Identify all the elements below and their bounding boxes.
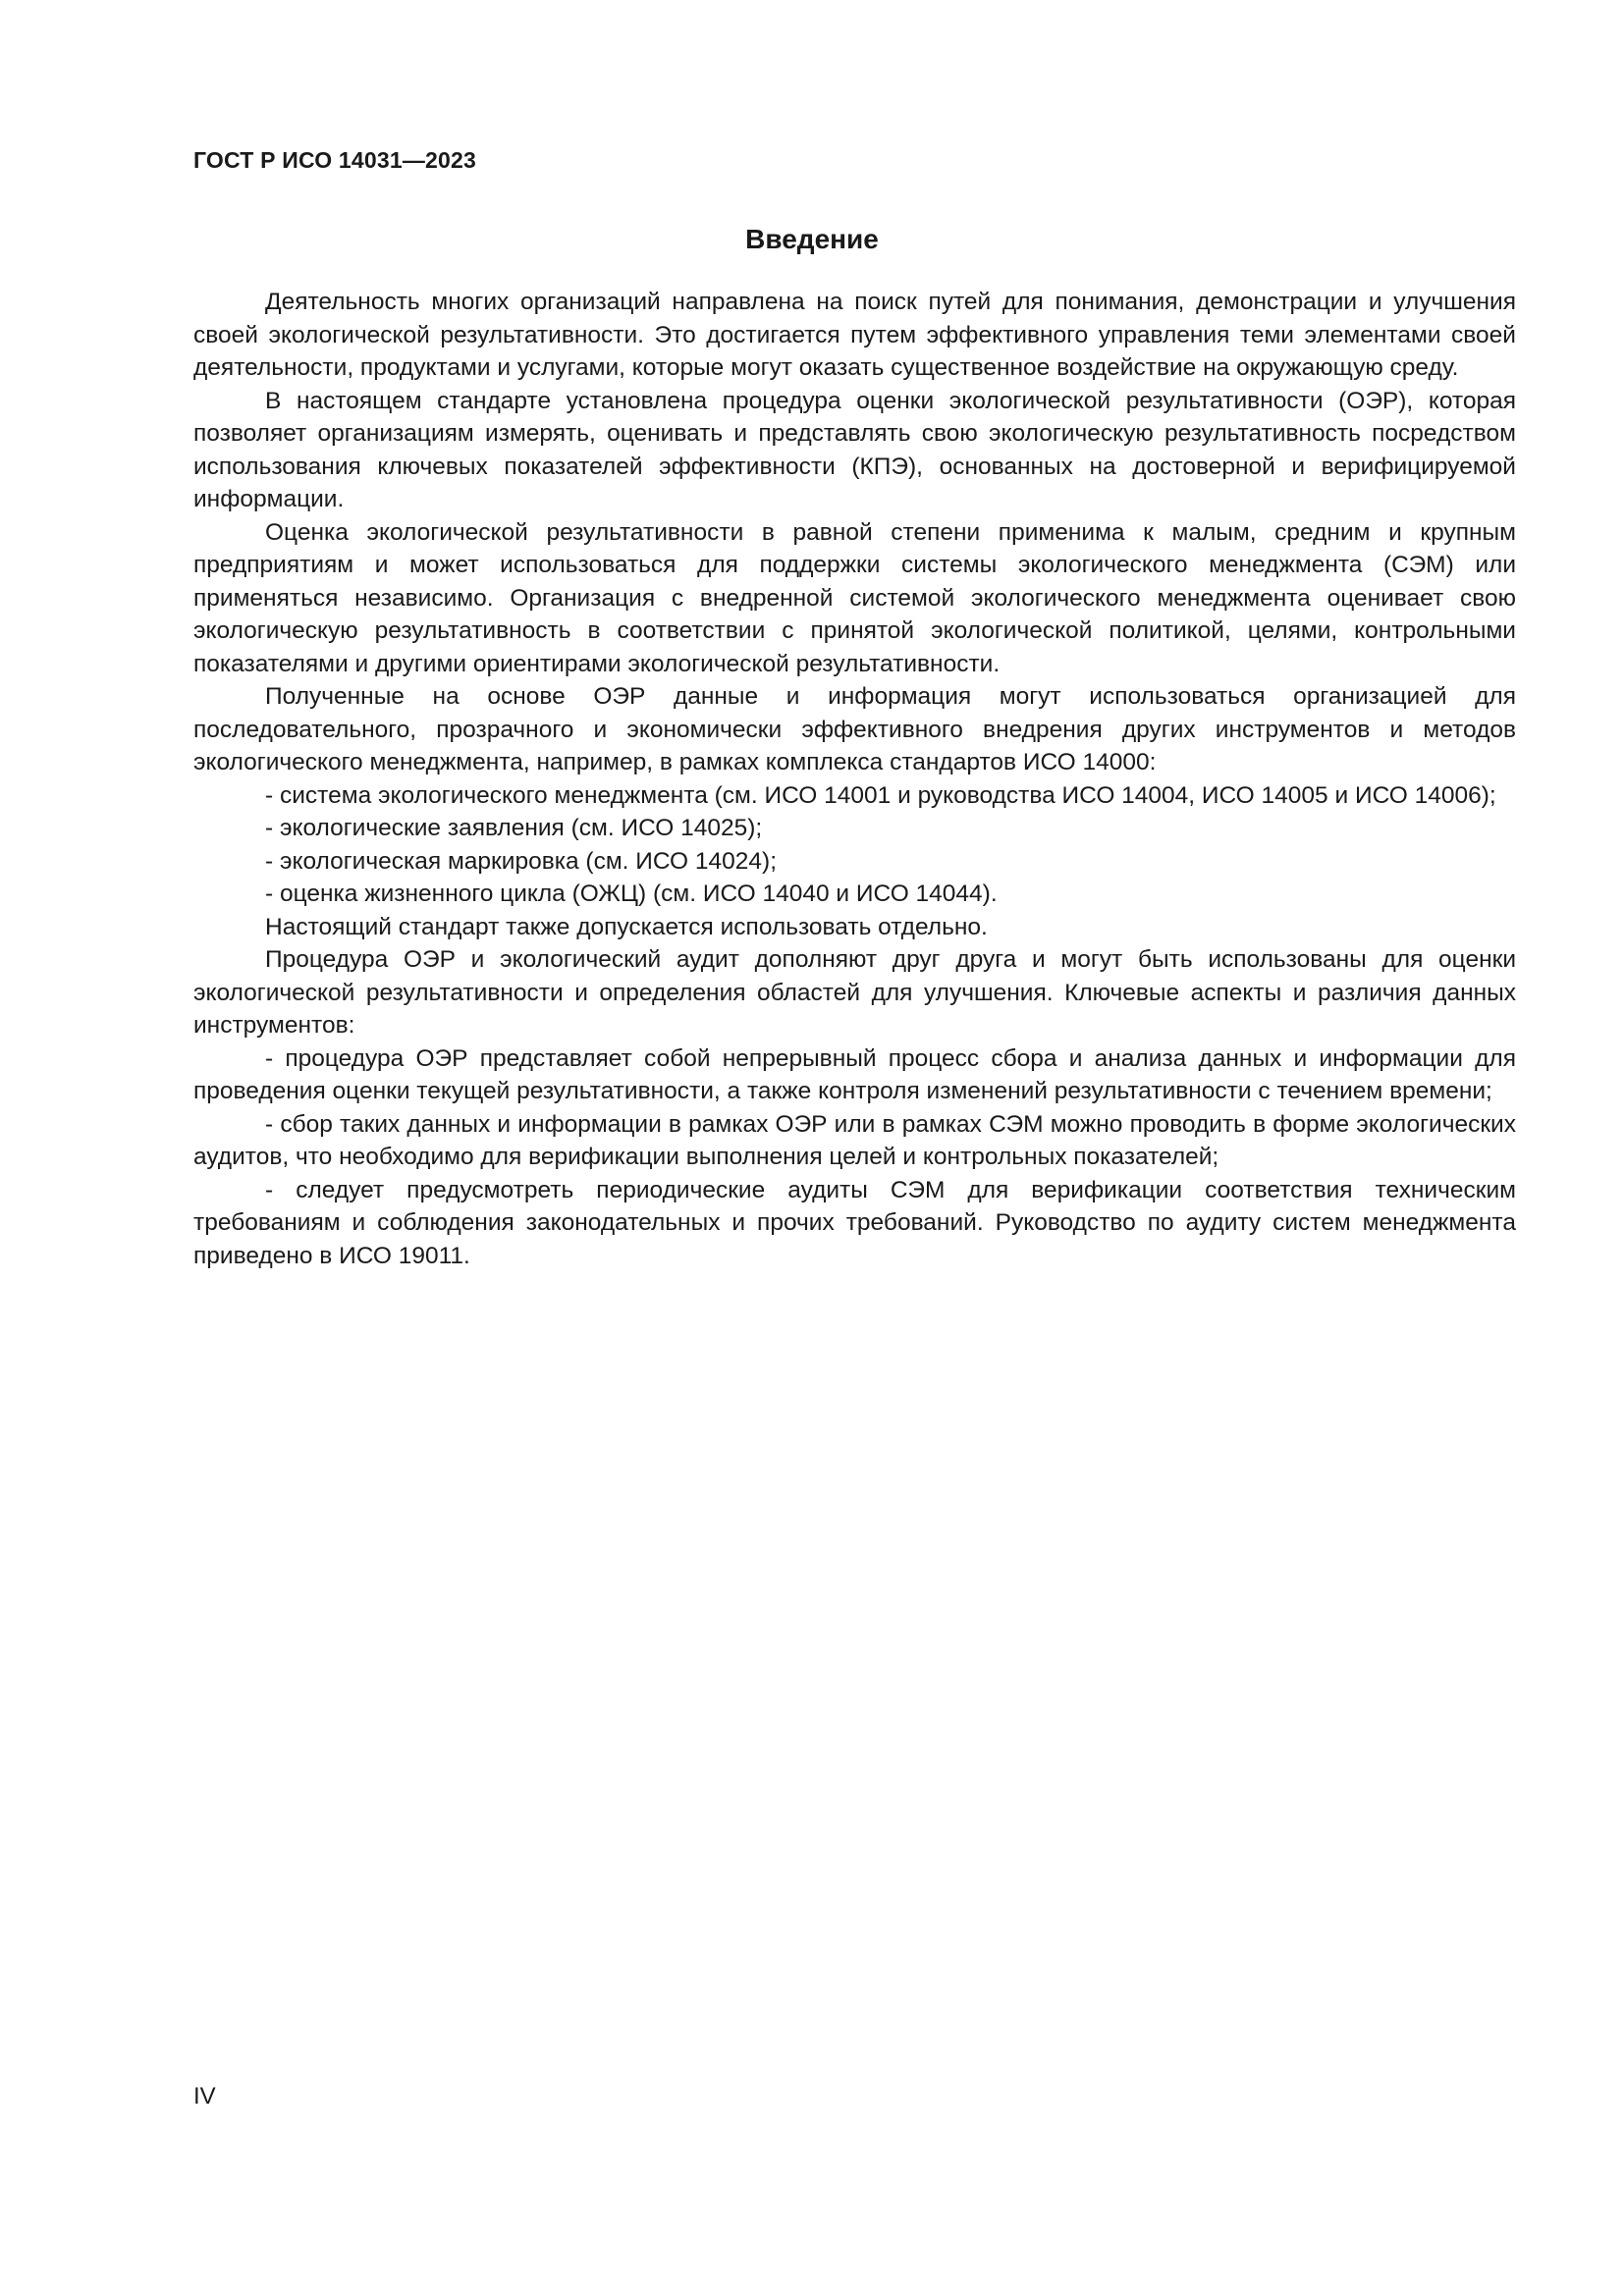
list-item: - сбор таких данных и информации в рамках ОЭР или в рамках СЭМ можно проводить в форме экологических аудитов, что необходимо для верификации выполнения целей и контрольных показателей; — [193, 1110, 1516, 1170]
paragraph: Полученные на основе ОЭР данные и информация могут использоваться организацией для последовательного, прозрачного и экономически эффективного внедрения других инструментов и методов экологического менеджмента, например, в рамках комплекса стандартов ИСО 14000: — [193, 683, 1516, 775]
paragraph: Настоящий стандарт также допускается использовать отдельно. — [265, 913, 988, 940]
list-item: - система экологического менеджмента (см. ИСО 14001 и руководства ИСО 14004, ИСО 14005 и ИСО 14006); — [265, 781, 1496, 809]
document-header: ГОСТ Р ИСО 14031—2023 — [193, 147, 477, 173]
list-item: - процедура ОЭР представляет собой непрерывный процесс сбора и анализа данных и информации для проведения оценки текущей результативности, а также контроля изменений результативности с течением времени; — [193, 1044, 1516, 1104]
paragraph: Оценка экологической результативности в равной степени применима к малым, средним и крупным предприятиям и может использоваться для поддержки системы экологического менеджмента (СЭМ) или применяться независимо. Организация с внедренной системой экологического менеджмента оценивает свою экологическую результативность в соответствии с принятой экологической политикой, целями, контрольными показателями и другими ориентирами экологической результативности. — [193, 518, 1516, 677]
list-item: - экологические заявления (см. ИСО 14025); — [265, 815, 763, 841]
body-text — [193, 286, 1516, 1272]
list-item: - экологическая маркировка (см. ИСО 14024); — [265, 847, 778, 875]
list-item: - следует предусмотреть периодические аудиты СЭМ для верификации соответствия техническим требованиям и соблюдения законодательных и прочих требований. Руководство по аудиту систем менеджмента приведено в ИСО 19011. — [193, 1176, 1516, 1269]
paragraph: В настоящем стандарте установлена процедура оценки экологической результативности (ОЭР), которая позволяет организациям измерять, оценивать и представлять свою экологическую результативность посредством использования ключевых показателей эффективности (КПЭ), основанных на достоверной и верифицируемой информации. — [193, 387, 1516, 512]
paragraph: Процедура ОЭР и экологический аудит дополняют друг друга и могут быть использованы для оценки экологической результативности и определения областей для улучшения. Ключевые аспекты и различия данных инструментов: — [193, 946, 1516, 1039]
page-number: IV — [193, 2083, 216, 2109]
section-title: Введение — [745, 224, 879, 254]
list-item: - оценка жизненного цикла (ОЖЦ) (см. ИСО 14040 и ИСО 14044). — [265, 881, 998, 907]
paragraph: Деятельность многих организаций направлена на поиск путей для понимания, демонстрации и улучшения своей экологической результативности. Это достигается путем эффективного управления теми элементами своей деятельности, продуктами и услугами, которые могут оказать существенное воздействие на окружающую среду. — [193, 289, 1516, 381]
